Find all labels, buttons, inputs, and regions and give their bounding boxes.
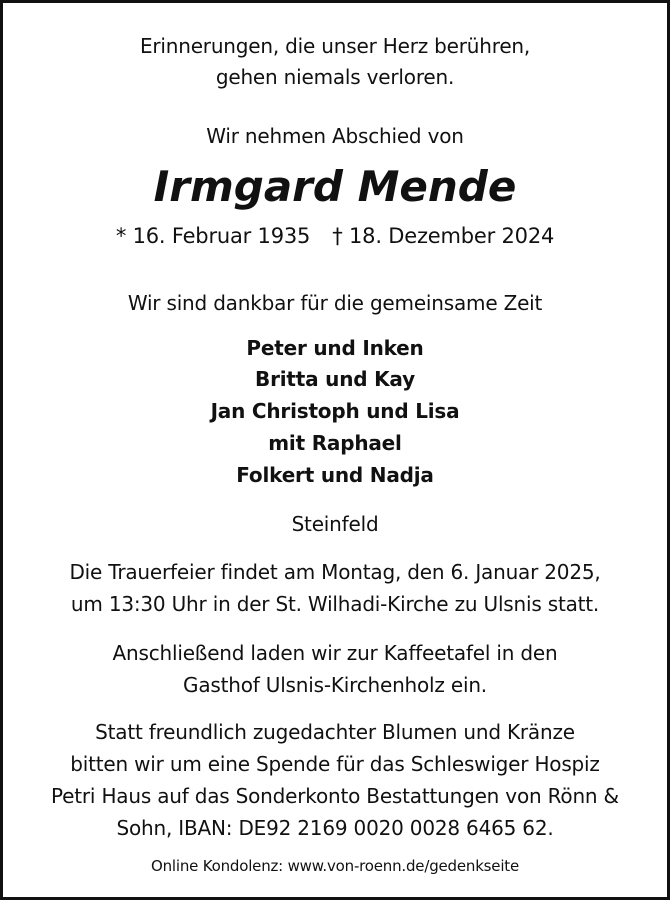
donation-line-2: bitten wir um eine Spende für das Schleswiger Hospiz: [70, 752, 600, 776]
deceased-name: Irmgard Mende: [153, 162, 517, 211]
family-member: Peter und Inken: [246, 336, 424, 360]
reception-line-1: Anschließend laden wir zur Kaffeetafel in den: [112, 641, 558, 665]
ceremony-line-2: um 13:30 Uhr in der St. Wilhadi-Kirche zu Ulsnis statt.: [70, 592, 600, 616]
quote-line-2: gehen niemals verloren.: [215, 65, 455, 89]
ceremony-line-1: Die Trauerfeier findet am Montag, den 6. Januar 2025,: [69, 560, 601, 584]
family-member: Folkert und Nadja: [236, 463, 434, 487]
farewell-intro: Wir nehmen Abschied von: [206, 124, 464, 148]
donation-line-3: Petri Haus auf das Sonderkonto Bestattungen von Rönn &: [51, 784, 619, 808]
birth-date: * 16. Februar 1935: [115, 224, 311, 248]
family-member: Britta und Kay: [255, 367, 415, 391]
death-date: † 18. Dezember 2024: [332, 224, 555, 248]
donation-line-1: Statt freundlich zugedachter Blumen und Kränze: [95, 720, 575, 744]
life-dates: [3, 224, 667, 248]
reception-line-2: Gasthof Ulsnis-Kirchenholz ein.: [183, 673, 487, 697]
family-member: Jan Christoph und Lisa: [210, 399, 460, 423]
donation-line-4: Sohn, IBAN: DE92 2169 0020 0028 6465 62.: [116, 816, 554, 840]
quote-line-1: Erinnerungen, die unser Herz berühren,: [139, 34, 531, 58]
gratitude-line: Wir sind dankbar für die gemeinsame Zeit: [127, 291, 543, 315]
location: Steinfeld: [291, 512, 379, 536]
condolence-link[interactable]: Online Kondolenz: www.von-roenn.de/gedenkseite: [150, 857, 520, 875]
family-member: mit Raphael: [268, 431, 402, 455]
